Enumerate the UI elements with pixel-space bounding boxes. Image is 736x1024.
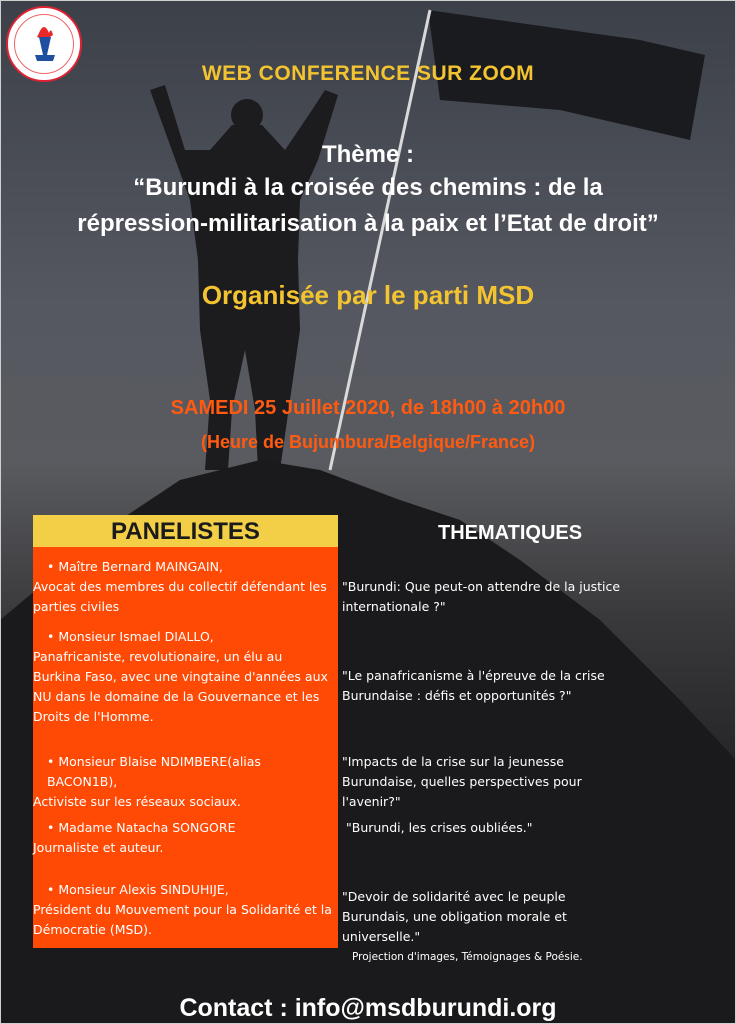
thematique-item: "Burundi: Que peut-on attendre de la justice internationale ?" bbox=[342, 579, 621, 614]
thematiques-footnote: Projection d'images, Témoignages & Poésie. bbox=[352, 951, 583, 963]
panelist-item bbox=[33, 752, 333, 812]
panelist-name: • Monsieur Alexis SINDUHIJE, bbox=[47, 882, 229, 897]
thematique-item: "Burundi, les crises oubliées." bbox=[346, 820, 533, 835]
panelist-desc: Journaliste et auteur. bbox=[33, 840, 164, 855]
panelist-desc: Président du Mouvement pour la Solidarité et la Démocratie (MSD). bbox=[33, 902, 332, 937]
panelists-panel bbox=[33, 515, 338, 948]
panelist-item bbox=[33, 818, 333, 858]
event-timezone: (Heure de Bujumbura/Belgique/France) bbox=[200, 432, 536, 452]
panelist-item bbox=[33, 627, 333, 727]
panelist-item bbox=[33, 557, 333, 617]
thematique-item: "Devoir de solidarité avec le peuple Burundais, une obligation morale et universelle." bbox=[342, 889, 567, 944]
panelist-name: • Madame Natacha SONGORE bbox=[47, 820, 236, 835]
contact-info: Contact : info@msdburundi.org bbox=[179, 994, 557, 1022]
event-type: WEB CONFERENCE SUR ZOOM bbox=[201, 62, 535, 85]
panelist-name: • Monsieur Blaise NDIMBERE(alias BACON1B), bbox=[47, 754, 261, 789]
panelist-desc: Avocat des membres du collectif défendant les parties civiles bbox=[33, 579, 327, 614]
panelist-name: • Monsieur Ismael DIALLO, bbox=[47, 629, 214, 644]
thematique-item: "Le panafricanisme à l'épreuve de la crise Burundaise : défis et opportunités ?" bbox=[342, 668, 605, 703]
event-date: SAMEDI 25 Juillet 2020, de 18h00 à 20h00 bbox=[170, 397, 566, 419]
theme-title-line2: répression-militarisation à la paix et l’Etat de droit” bbox=[77, 210, 659, 237]
thematique-item: "Impacts de la crise sur la jeunesse Burundaise, quelles perspectives pour l'avenir?" bbox=[342, 754, 582, 809]
panelist-name: • Maître Bernard MAINGAIN, bbox=[47, 559, 223, 574]
panelist-item bbox=[33, 880, 333, 940]
thematiques-heading: THEMATIQUES bbox=[438, 522, 583, 544]
panelists-heading: PANELISTES bbox=[33, 515, 338, 547]
organizer: Organisée par le parti MSD bbox=[201, 280, 535, 310]
theme-title-line1: “Burundi à la croisée des chemins : de la bbox=[133, 174, 603, 201]
panelist-desc: Activiste sur les réseaux sociaux. bbox=[33, 794, 241, 809]
panelist-desc: Panafricaniste, revolutionaire, un élu au Burkina Faso, avec une vingtaine d'années aux NU dans le domaine de la Gouvernance et les Droits de l'Homme. bbox=[33, 649, 328, 724]
theme-label: Thème : bbox=[321, 141, 414, 168]
